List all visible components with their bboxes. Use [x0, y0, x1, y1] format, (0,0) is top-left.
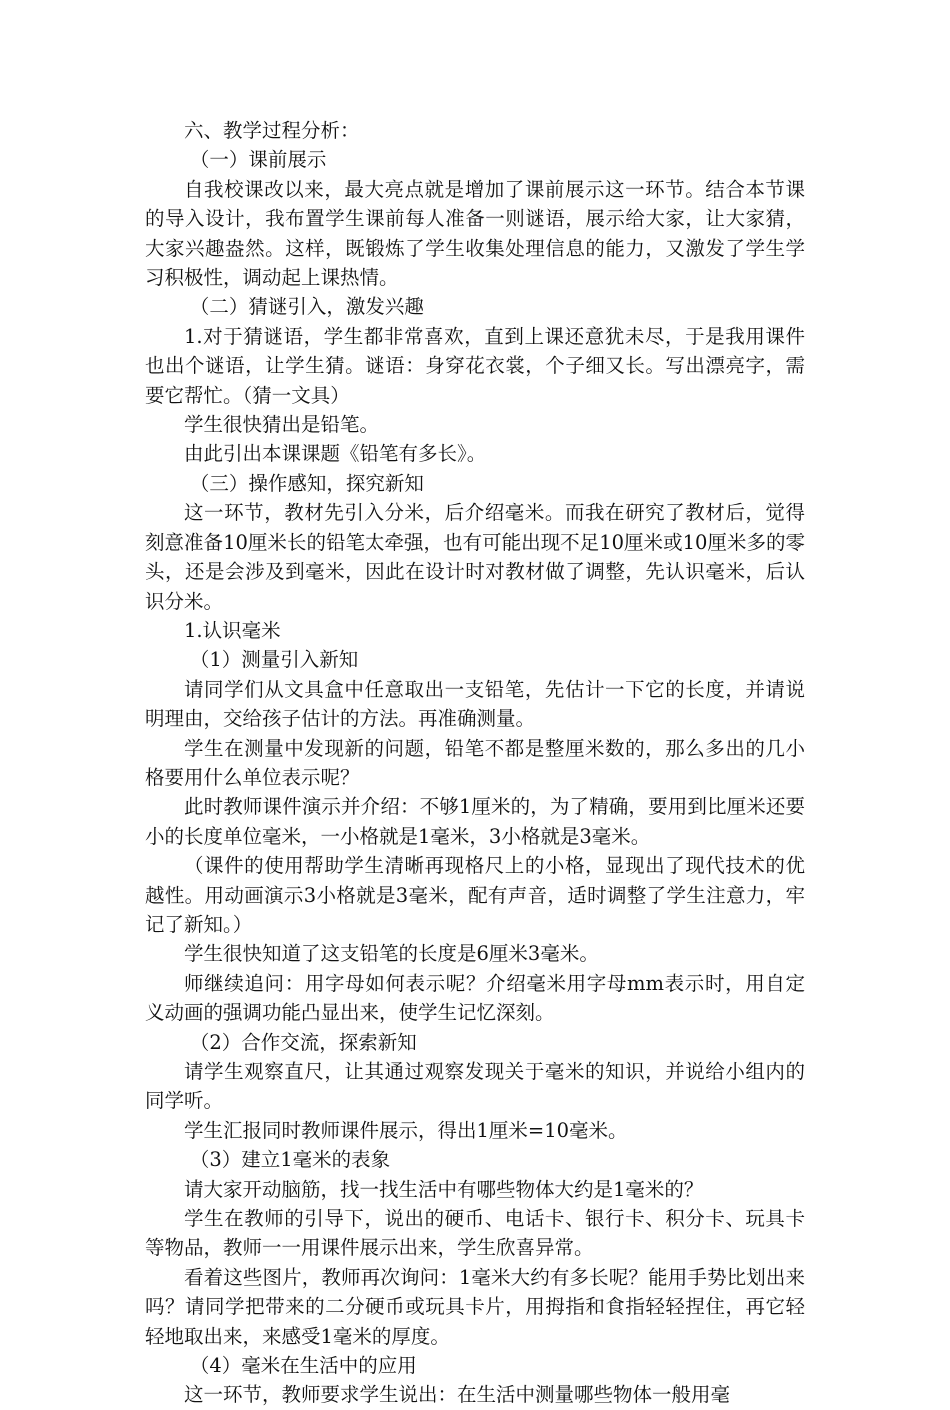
paragraph: 请学生观察直尺，让其通过观察发现关于毫米的知识，并说给小组内的同学听。 — [145, 1060, 805, 1113]
paragraph: 看着这些图片，教师再次询问：1毫米大约有多长呢？能用手势比划出来吗？请同学把带来的二分硬币或玩具卡片，用拇指和食指轻轻捏住，再它轻轻地取出来，来感受1毫米的厚度。 — [145, 1265, 805, 1348]
subsection-heading: （1）测量引入新知 — [189, 648, 359, 672]
section-title: 六、教学过程分析： — [184, 119, 360, 142]
paragraph: 学生在测量中发现新的问题，铅笔不都是整厘米数的，那么多出的几小格要用什么单位表示呢？ — [145, 736, 805, 789]
paragraph: 学生很快知道了这支铅笔的长度是6厘米3毫米。 — [184, 942, 599, 966]
paragraph: 学生在教师的引导下，说出的硬币、电话卡、银行卡、积分卡、玩具卡等物品，教师一一用课件展示出来，学生欣喜异常。 — [145, 1207, 805, 1260]
paragraph: 1.认识毫米 — [184, 618, 281, 642]
subsection-heading: （3）建立1毫米的表象 — [189, 1148, 391, 1172]
paragraph: 师继续追问：用字母如何表示呢？介绍毫米用字母mm表示时，用自定义动画的强调功能凸显出来，使学生记忆深刻。 — [145, 971, 805, 1025]
paragraph: 请同学们从文具盒中任意取出一支铅笔，先估计一下它的长度，并请说明理由，交给孩子估计的方法。再准确测量。 — [145, 677, 805, 731]
paragraph: （课件的使用帮助学生清晰再现格尺上的小格，显现出了现代技术的优越性。用动画演示3小格就是3毫米，配有声音，适时调整了学生注意力，牢记了新知。） — [145, 854, 805, 936]
subsection-heading: （三）操作感知，探究新知 — [189, 471, 424, 495]
subsection-heading: （一）课前展示 — [189, 148, 327, 172]
subsection-heading: （2）合作交流，探索新知 — [189, 1030, 417, 1054]
paragraph: 请大家开动脑筋，找一找生活中有哪些物体大约是1毫米的？ — [184, 1177, 704, 1201]
paragraph: 学生汇报同时教师课件展示，得出1厘米=10毫米。 — [184, 1118, 628, 1142]
paragraph: 由此引出本课课题《铅笔有多长》。 — [184, 442, 487, 466]
subsection-heading: （二）猜谜引入，激发兴趣 — [189, 295, 424, 319]
paragraph: 1.对于猜谜语，学生都非常喜欢，直到上课还意犹未尽，于是我用课件也出个谜语，让学生猜。谜语：身穿花衣裳，个子细又长。写出漂亮字，需要它帮忙。（猜一文具） — [145, 324, 805, 407]
paragraph: 这一环节，教师要求学生说出：在生活中测量哪些物体一般用毫 — [184, 1383, 731, 1407]
paragraph: 此时教师课件演示并介绍：不够1厘米的，为了精确，要用到比厘米还要小的长度单位毫米，一小格就是1毫米，3小格就是3毫米。 — [145, 795, 805, 848]
document-body — [145, 116, 805, 1410]
subsection-heading: （4）毫米在生活中的应用 — [189, 1354, 417, 1378]
paragraph: 学生很快猜出是铅笔。 — [184, 413, 380, 437]
paragraph: 自我校课改以来，最大亮点就是增加了课前展示这一环节。结合本节课的导入设计，我布置学生课前每人准备一则谜语，展示给大家，让大家猜，大家兴趣盎然。这样，既锻炼了学生收集处理信息的能力，又激发了学生学习积极性，调动起上课热情。 — [145, 177, 805, 290]
paragraph: 这一环节，教材先引入分米，后介绍毫米。而我在研究了教材后，觉得刻意准备10厘米长的铅笔太牵强，也有可能出现不足10厘米或10厘米多的零头，还是会涉及到毫米，因此在设计时对教材做了调整，先认识毫米，后认识分米。 — [145, 501, 805, 613]
